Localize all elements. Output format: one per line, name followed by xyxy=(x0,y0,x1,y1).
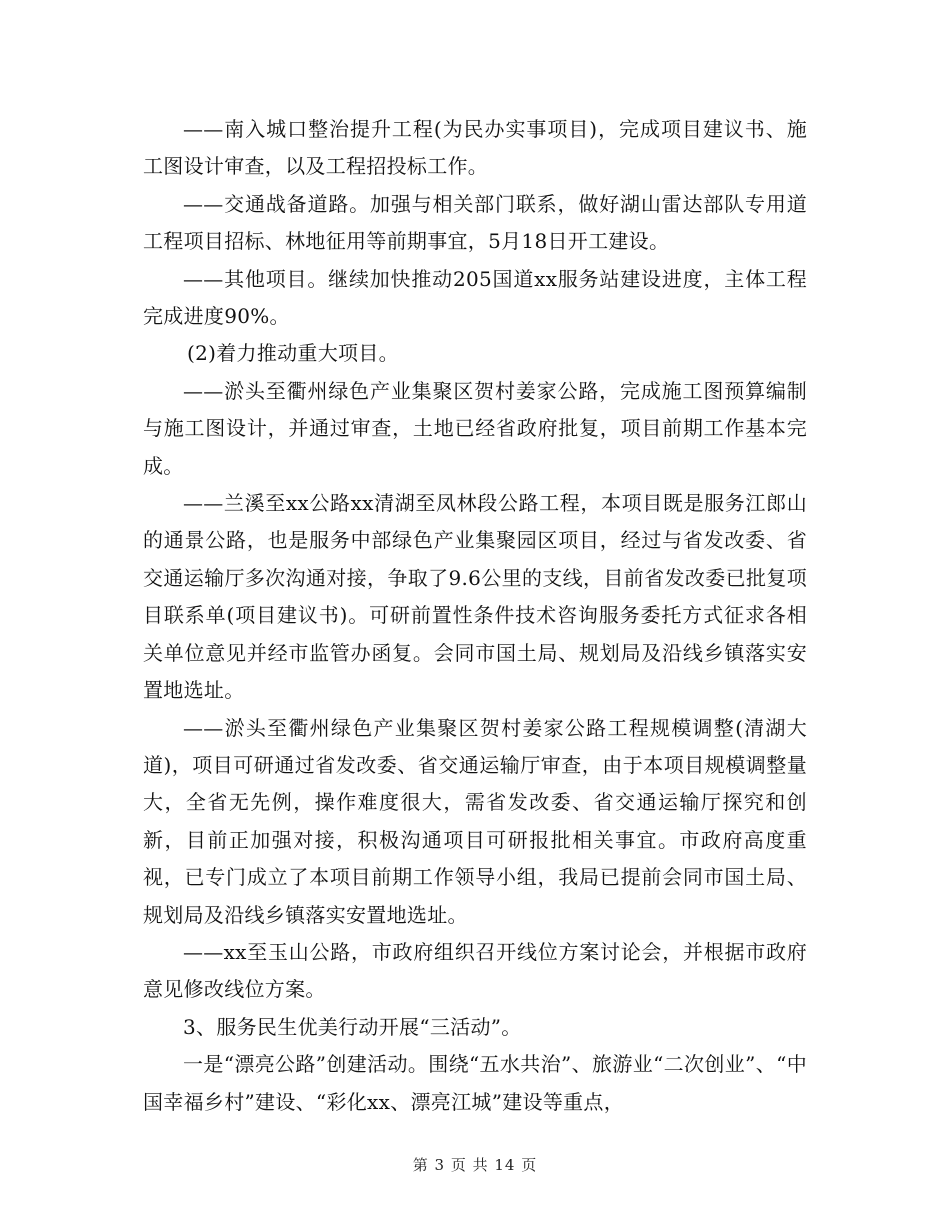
document-body xyxy=(143,111,807,1121)
paragraph-combat-readiness-road: ——交通战备道路。加强与相关部门联系，做好湖山雷达部队专用道工程项目招标、林地征用等前期事宜，5月18日开工建设。 xyxy=(143,191,807,254)
paragraph-yushan-road: ——xx至玉山公路，市政府组织召开线位方案讨论会，并根据市政府意见修改线位方案。 xyxy=(143,939,807,1002)
section-heading-three-activities: 3、服务民生优美行动开展“三活动”。 xyxy=(183,1014,522,1039)
paragraph-lanxi-road: ——兰溪至xx公路xx清湖至凤林段公路工程，本项目既是服务江郎山的通景公路，也是服务中部绿色产业集聚园区项目，经过与省发改委、省交通运输厅多次沟通对接，争取了9.6公里的支线，目前省发改委已批复项目联系单(项目建议书)。可研前置性条件技术咨询服务委托方式征求各相关单位意见并经市监管办函复。会同市国土局、规划局及沿线乡镇落实安置地选址。 xyxy=(143,491,807,703)
page-number-footer: 第 3 页 共 14 页 xyxy=(412,1156,538,1174)
paragraph-yutou-hecun-road: ——淤头至衢州绿色产业集聚区贺村姜家公路，完成施工图预算编制与施工图设计，并通过审查，土地已经省政府批复，项目前期工作基本完成。 xyxy=(143,378,807,478)
section-heading-major-projects: (2)着力推动重大项目。 xyxy=(187,341,399,366)
paragraph-beautiful-road-activity: 一是“漂亮公路”创建活动。围绕“五水共治”、旅游业“二次创业”、“中国幸福乡村”建设、“彩化xx、漂亮江城”建设等重点， xyxy=(143,1052,807,1114)
paragraph-south-entrance-project: ——南入城口整治提升工程(为民办实事项目)，完成项目建议书、施工图设计审查，以及工程招投标工作。 xyxy=(143,117,807,179)
paragraph-scale-adjustment: ——淤头至衢州绿色产业集聚区贺村姜家公路工程规模调整(清湖大道)，项目可研通过省发改委、省交通运输厅审查，由于本项目规模调整量大，全省无先例，操作难度很大，需省发改委、省交通运输厅探究和创新，目前正加强对接，积极沟通项目可研报批相关事宜。市政府高度重视，已专门成立了本项目前期工作领导小组，我局已提前会同市国土局、规划局及沿线乡镇落实安置地选址。 xyxy=(143,715,807,927)
paragraph-other-projects: ——其他项目。继续加快推动205国道xx服务站建设进度，主体工程完成进度90%。 xyxy=(143,266,807,329)
